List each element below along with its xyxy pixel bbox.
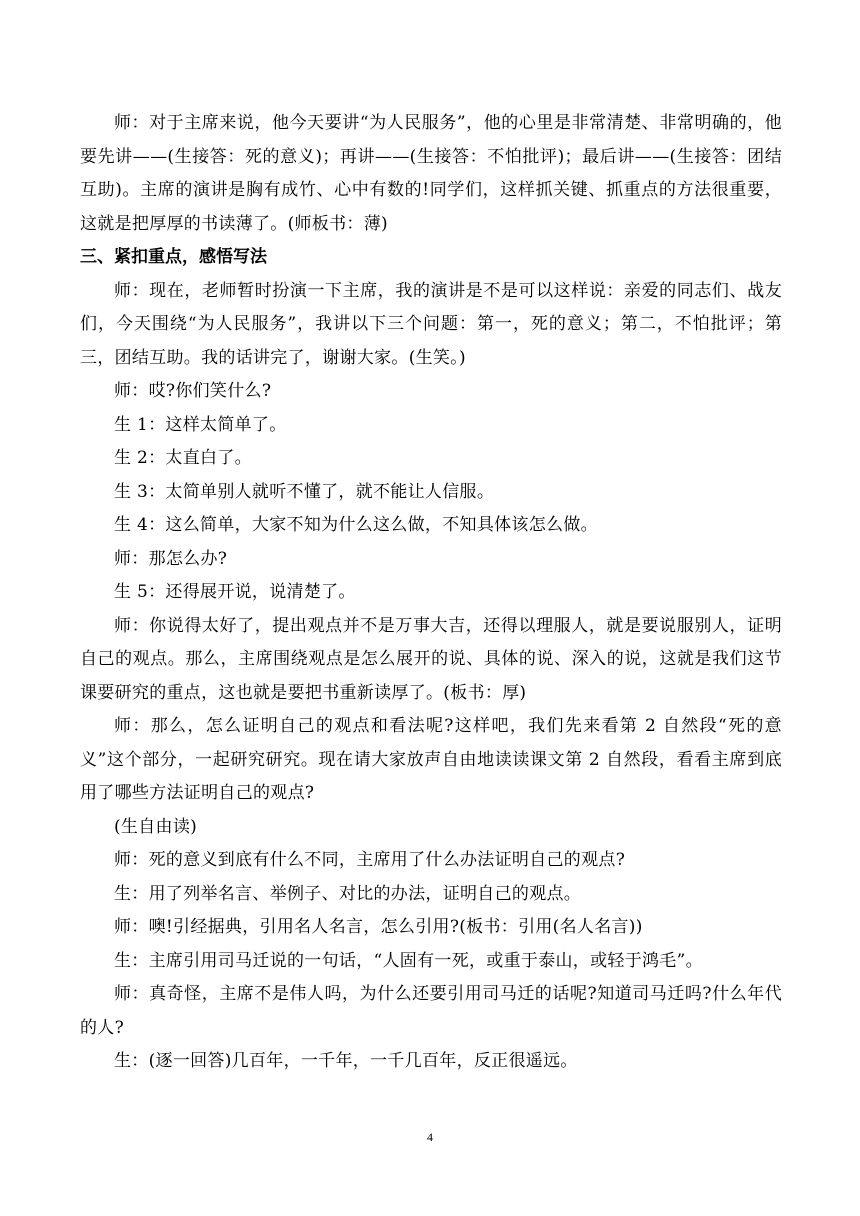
paragraph: 生 3：太简单别人就听不懂了，就不能让人信服。 — [114, 481, 495, 502]
paragraph: 师：噢!引经据典，引用名人名言，怎么引用?(板书：引用(名人名言)) — [114, 917, 643, 937]
document-body — [80, 107, 782, 1079]
paragraph: 生：用了列举名言、举例子、对比的办法，证明自己的观点。 — [114, 883, 582, 904]
paragraph: 生 5：还得展开说，说清楚了。 — [114, 582, 356, 602]
paragraph: 师：死的意义到底有什么不同，主席用了什么办法证明自己的观点? — [114, 850, 626, 870]
paragraph: 师：那怎么办? — [114, 548, 228, 569]
paragraph: 师：真奇怪，主席不是伟人吗，为什么还要引用司马迁的话呢?知道司马迁吗?什么年代的人? — [80, 984, 782, 1038]
paragraph: 生：(逐一回答)几百年，一千年，一千几百年，反正很遥远。 — [114, 1051, 578, 1071]
paragraph: 生 1：这样太简单了。 — [114, 414, 287, 435]
paragraph: 师：哎?你们笑什么? — [114, 381, 272, 401]
paragraph: 师：现在，老师暂时扮演一下主席，我的演讲是不是可以这样说：亲爱的同志们、战友们，今天围绕“为人民服务”，我讲以下三个问题：第一，死的意义；第二，不怕批评；第三，团结互助。我的话讲完了，谢谢大家。(生笑。) — [80, 280, 782, 368]
paragraph: 师：你说得太好了，提出观点并不是万事大吉，还得以理服人，就是要说服别人，证明自己的观点。那么，主席围绕观点是怎么展开的说、具体的说、深入的说，这就是我们这节课要研究的重点，这也就是要把书重新读厚了。(板书：厚) — [80, 615, 782, 703]
page-number: 4 — [427, 1130, 433, 1144]
paragraph: 师：那么，怎么证明自己的观点和看法呢?这样吧，我们先来看第 2 自然段“死的意义”这个部分，一起研究研究。现在请大家放声自由地读读课文第 2 自然段，看看主席到底用了哪些方法证明自己的观点? — [80, 716, 782, 803]
section-heading: 三、紧扣重点，感悟写法 — [80, 247, 267, 267]
paragraph: 生 2：太直白了。 — [114, 448, 252, 468]
paragraph: (生自由读) — [114, 816, 198, 837]
paragraph: 生 4：这么简单，大家不知为什么这么做，不知具体该怎么做。 — [114, 515, 598, 535]
paragraph: 师：对于主席来说，他今天要讲“为人民服务”，他的心里是非常清楚、非常明确的，他要先讲——(生接答：死的意义)；再讲——(生接答：不怕批评)；最后讲——(生接答：团结互助)。主席的演讲是胸有成竹、心中有数的!同学们，这样抓关键、抓重点的方法很重要，这就是把厚厚的书读薄了。(师板书：薄) — [80, 113, 782, 234]
paragraph: 生：主席引用司马迁说的一句话，“人固有一死，或重于泰山，或轻于鸿毛”。 — [114, 950, 703, 971]
